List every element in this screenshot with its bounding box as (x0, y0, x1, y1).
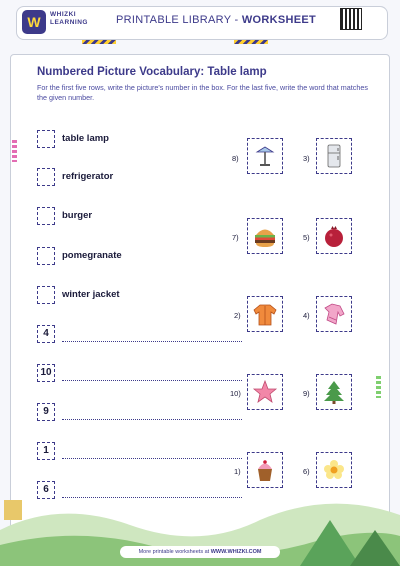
picture-number: 2) (234, 311, 241, 320)
sweater-icon (320, 300, 348, 328)
answer-line[interactable] (62, 341, 242, 342)
header-title-bold: WORKSHEET (241, 14, 317, 26)
decor-stripe-left (82, 40, 116, 44)
picture-number: 7) (232, 233, 239, 242)
picture-number: 9) (303, 389, 310, 398)
footer-prefix: More printable worksheets at (138, 549, 211, 555)
given-number-box: 9 (37, 403, 55, 421)
given-number-box: 6 (37, 481, 55, 499)
picture-card (247, 218, 283, 254)
answer-box[interactable] (37, 247, 55, 265)
picture-card (247, 138, 283, 174)
whizki-logo: W (22, 10, 46, 34)
starfish-icon (251, 378, 279, 406)
worksheet-title: Numbered Picture Vocabulary: Table lamp (37, 66, 267, 78)
logo-line-1: WHIZKI (50, 11, 77, 18)
picture-number: 1) (234, 467, 241, 476)
given-number-box: 1 (37, 442, 55, 460)
logo-line-2: LEARNING (50, 19, 88, 26)
answer-line[interactable] (62, 419, 242, 420)
refrigerator-icon (320, 142, 348, 170)
picture-card (247, 296, 283, 332)
header-title (116, 14, 316, 26)
vocab-word: refrigerator (62, 171, 114, 182)
vocab-word: burger (62, 210, 93, 221)
picture-number: 4) (303, 311, 310, 320)
picture-card (247, 374, 283, 410)
vocab-word: pomegranate (62, 250, 122, 261)
picture-number: 3) (303, 154, 310, 163)
answer-box[interactable] (37, 168, 55, 186)
christmas-tree-icon (320, 378, 348, 406)
picture-card (316, 138, 352, 174)
worksheet-instructions: For the first five rows, write the picture's number in the box. For the last five, write the word that matches the given number. (37, 83, 368, 102)
decor-stripe-right (234, 40, 268, 44)
side-decoration-right (376, 376, 381, 398)
burger-icon (251, 222, 279, 250)
footer-url[interactable]: WWW.WHIZKI.COM (210, 549, 262, 555)
given-number-box: 4 (37, 325, 55, 343)
winter-jacket-icon (251, 300, 279, 328)
answer-line[interactable] (62, 380, 242, 381)
logo-wordmark (50, 11, 88, 27)
qr-code-icon (340, 8, 362, 30)
picture-card (316, 374, 352, 410)
answer-line[interactable] (62, 458, 242, 459)
side-decoration-left (12, 140, 17, 162)
given-number-box: 10 (37, 364, 55, 382)
answer-box[interactable] (37, 286, 55, 304)
vocab-word: table lamp (62, 133, 109, 144)
header-title-prefix: PRINTABLE LIBRARY - (116, 14, 242, 26)
picture-number: 10) (230, 389, 241, 398)
pomegranate-icon (320, 222, 348, 250)
vocab-word: winter jacket (62, 289, 120, 300)
picture-card (316, 218, 352, 254)
answer-box[interactable] (37, 207, 55, 225)
table-lamp-icon (251, 142, 279, 170)
answer-box[interactable] (37, 130, 55, 148)
picture-number: 6) (303, 467, 310, 476)
picture-number: 8) (232, 154, 239, 163)
picture-number: 5) (303, 233, 310, 242)
footer-credit (120, 546, 280, 558)
picture-card (316, 296, 352, 332)
